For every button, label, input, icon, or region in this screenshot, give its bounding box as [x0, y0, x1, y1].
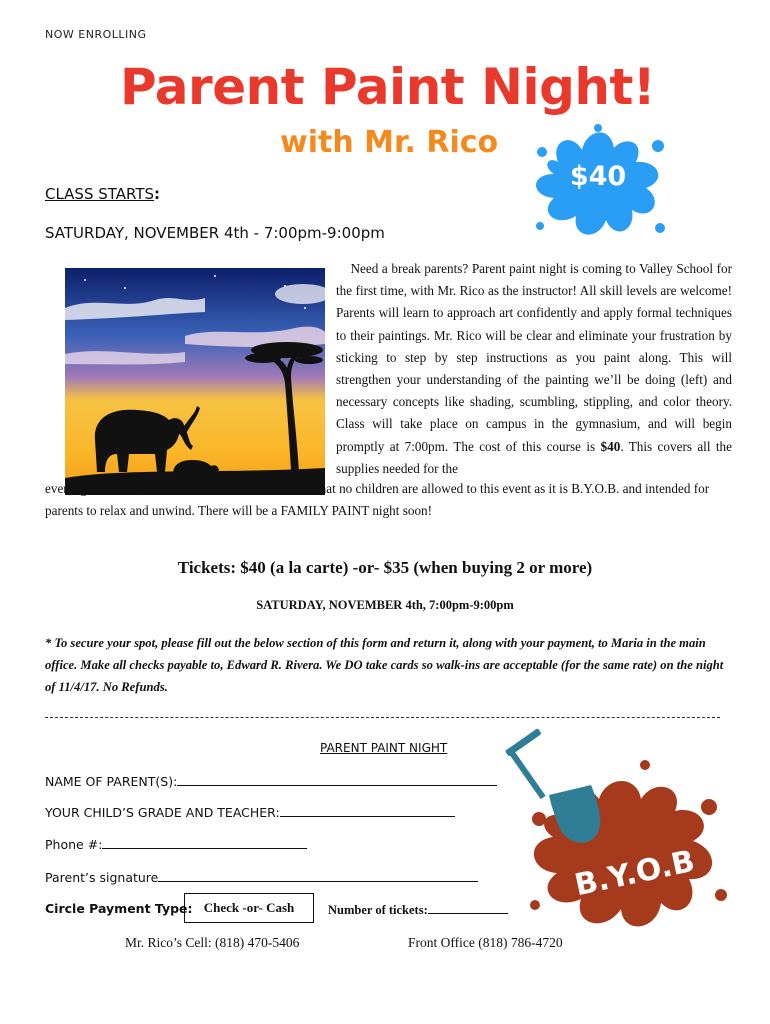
payment-type-label: Circle Payment Type:	[45, 901, 193, 916]
parent-name-label: NAME OF PARENT(S):	[45, 774, 178, 789]
phone-label: Phone #:	[45, 837, 103, 852]
byob-text: B.Y.O.B	[571, 843, 698, 904]
page-subtitle: with Mr. Rico	[280, 125, 499, 160]
price-badge: $40	[569, 161, 627, 192]
signature-label: Parent’s signature	[45, 870, 159, 885]
payment-type-options[interactable]: Check -or- Cash	[184, 893, 314, 923]
event-date: SATURDAY, NOVEMBER 4th, 7:00pm-9:00pm	[256, 598, 514, 612]
registration-instructions: * To secure your spot, please fill out the below section of this form and return it, along with your payment, to Maria in the main office. Make all checks payable to, Edward R. Rivera. We DO take cards so walk-ins are acceptable (for the same rate) on the night of 11/4/17. No Refunds.	[45, 636, 724, 694]
event-description: Need a break parents? Parent paint night is coming to Valley School for the first time, with Mr. Rico as the instructor! All skill levels are welcome! Parents will learn to approach art confidently and apply formal techniques to their paintings. Mr. Rico will be clear and eliminate your frustration by sticking to step by step instructions as you paint along. This will strengthen your understanding of the painting we’ll be doing (left) and necessary concepts like shading, scumbling, stippling, and color theory. Class will take place on campus in the gymnasium, and will begin promptly at 7:00pm. The cost of this course is $40. This covers all the supplies needed for the	[336, 261, 732, 476]
sunset-elephant-painting	[65, 268, 325, 495]
front-office-phone: Front Office (818) 786-4720	[408, 935, 563, 950]
ticket-count-label: Number of tickets:	[328, 903, 428, 917]
instructor-cell-phone: Mr. Rico’s Cell: (818) 470-5406	[125, 935, 300, 950]
signature-field[interactable]	[158, 869, 478, 882]
now-enrolling-label: NOW ENROLLING	[45, 28, 147, 41]
signature-field-row	[45, 869, 478, 885]
child-grade-label: YOUR CHILD’S GRADE AND TEACHER:	[45, 805, 280, 820]
ticket-pricing: Tickets: $40 (a la carte) -or- $35 (when buying 2 or more)	[177, 558, 593, 577]
child-grade-field-row	[45, 804, 455, 820]
byob-splat-icon	[495, 725, 740, 950]
child-grade-field[interactable]	[280, 804, 455, 817]
class-starts-label: CLASS STARTS:	[45, 185, 161, 203]
class-date-line: SATURDAY, NOVEMBER 4th - 7:00pm-9:00pm	[45, 224, 385, 242]
parent-name-field-row	[45, 773, 497, 789]
event-description-continued: evening and two hours of art direction. Please note that no children are allowed to this event as it is B.Y.O.B. and intended for parents to relax and unwind. There will be a FAMILY PAINT night soon!	[45, 481, 710, 519]
phone-field-row	[45, 836, 307, 852]
ticket-count-field-row	[328, 901, 508, 918]
form-title: PARENT PAINT NIGHT	[320, 741, 448, 755]
phone-field[interactable]	[102, 836, 307, 849]
parent-name-field[interactable]	[177, 773, 497, 786]
page-title: Parent Paint Night!	[120, 58, 656, 116]
cut-line-divider	[45, 717, 720, 718]
